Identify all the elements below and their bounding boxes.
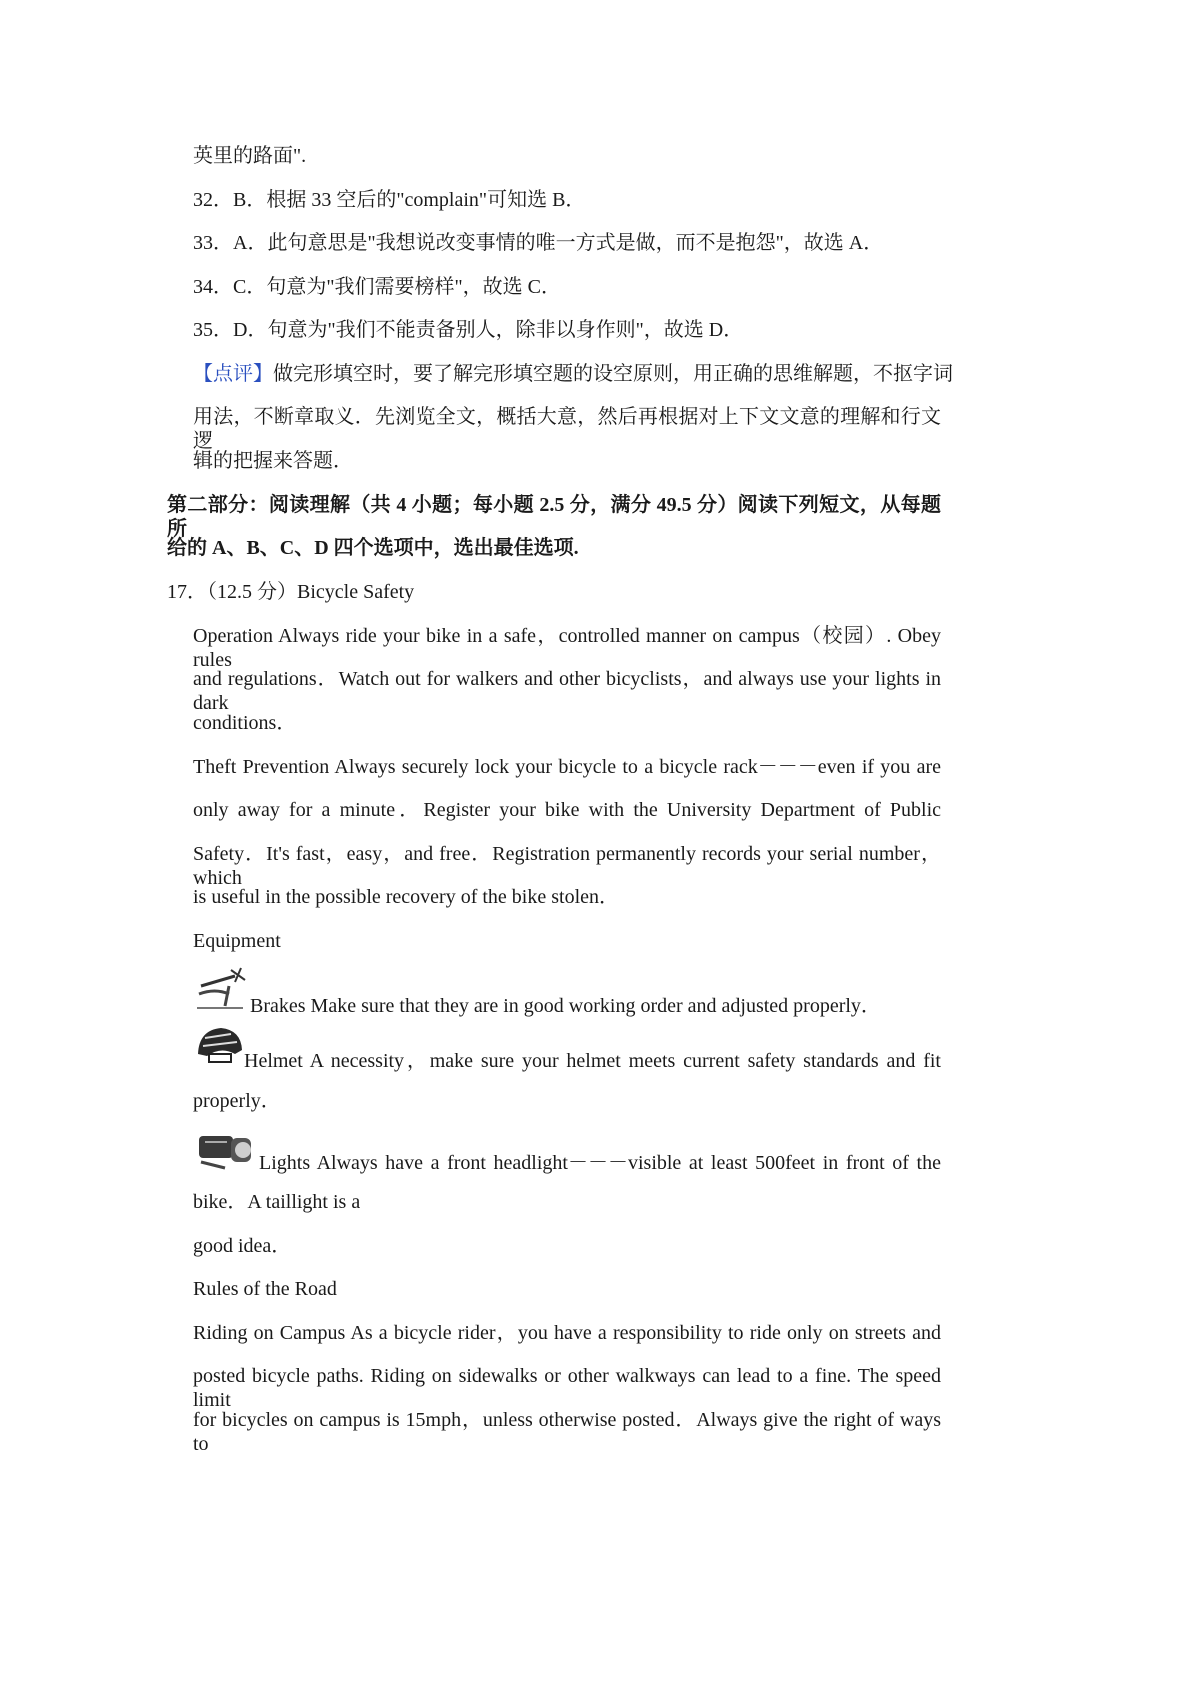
brakes-text: Brakes Make sure that they are in good working order and adjusted properly． (250, 995, 881, 1017)
lights-line-3: good idea． (193, 1235, 292, 1257)
section-heading-line-2: 给的 A、B、C、D 四个选项中，选出最佳选项. (167, 537, 579, 559)
comment-tag: 【点评】 (193, 363, 273, 385)
theft-line-4: is useful in the possible recovery of the bike stolen． (193, 886, 620, 908)
rules-line-1: Riding on Campus As a bicycle rider，you have a responsibility to ride only on streets and (193, 1322, 941, 1344)
comment-text-1: 做完形填空时，要了解完形填空题的设空原则，用正确的思维解题，不抠字词 (273, 363, 953, 385)
rules-line-2: posted bicycle paths. Riding on sidewalks or other walkways can lead to a fine. The speed limit (193, 1365, 941, 1411)
theft-line-1: Theft Prevention Always securely lock your bicycle to a bicycle rack－－－even if you are (193, 756, 941, 778)
question-title: 17．（12.5 分）Bicycle Safety (167, 581, 415, 603)
answer-35: 35．D．句意为"我们不能责备别人，除非以身作则"，故选 D． (193, 319, 744, 341)
operation-line-1: Operation Always ride your bike in a safe，controlled manner on campus（校园）. Obey rules (193, 625, 941, 671)
theft-line-2: only away for a minute．Register your bike with the University Department of Public (193, 799, 941, 821)
operation-line-3: conditions． (193, 712, 297, 734)
lights-line-2: bike．A taillight is a (193, 1191, 361, 1213)
comment-line-2: 用法，不断章取义．先浏览全文，概括大意，然后再根据对上下文文意的理解和行文逻 (193, 406, 941, 452)
answer-33: 33．A．此句意思是"我想说改变事情的唯一方式是做，而不是抱怨"，故选 A． (193, 232, 884, 254)
lights-line-1: Lights Always have a front headlight－－－visible at least 500feet in front of the (259, 1152, 941, 1174)
rules-heading: Rules of the Road (193, 1278, 337, 1300)
equipment-heading: Equipment (193, 930, 281, 952)
answer-32: 32．B．根据 33 空后的"complain"可知选 B． (193, 189, 586, 211)
answer-line-cont: 英里的路面". (193, 145, 307, 167)
helmet-line-2: properly． (193, 1090, 281, 1112)
rules-line-3: for bicycles on campus is 15mph，unless otherwise posted．Always give the right of ways to (193, 1409, 941, 1455)
answer-34: 34．C．句意为"我们需要榜样"，故选 C． (193, 276, 562, 298)
helmet-line-1: Helmet A necessity，make sure your helmet meets current safety standards and fit (244, 1050, 941, 1072)
helmet-icon (195, 1024, 245, 1068)
light-icon (195, 1126, 257, 1172)
theft-line-3: Safety．It's fast，easy，and free．Registration permanently records your serial number，which (193, 843, 941, 889)
comment-line-3: 辑的把握来答题． (193, 450, 353, 472)
section-heading-line-1: 第二部分：阅读理解（共 4 小题；每小题 2.5 分，满分 49.5 分）阅读下列短文，从每题所 (167, 494, 941, 540)
brake-icon (195, 964, 249, 1014)
comment-line-1 (193, 362, 953, 386)
operation-line-2: and regulations．Watch out for walkers and other bicyclists，and always use your lights in dark (193, 668, 941, 714)
